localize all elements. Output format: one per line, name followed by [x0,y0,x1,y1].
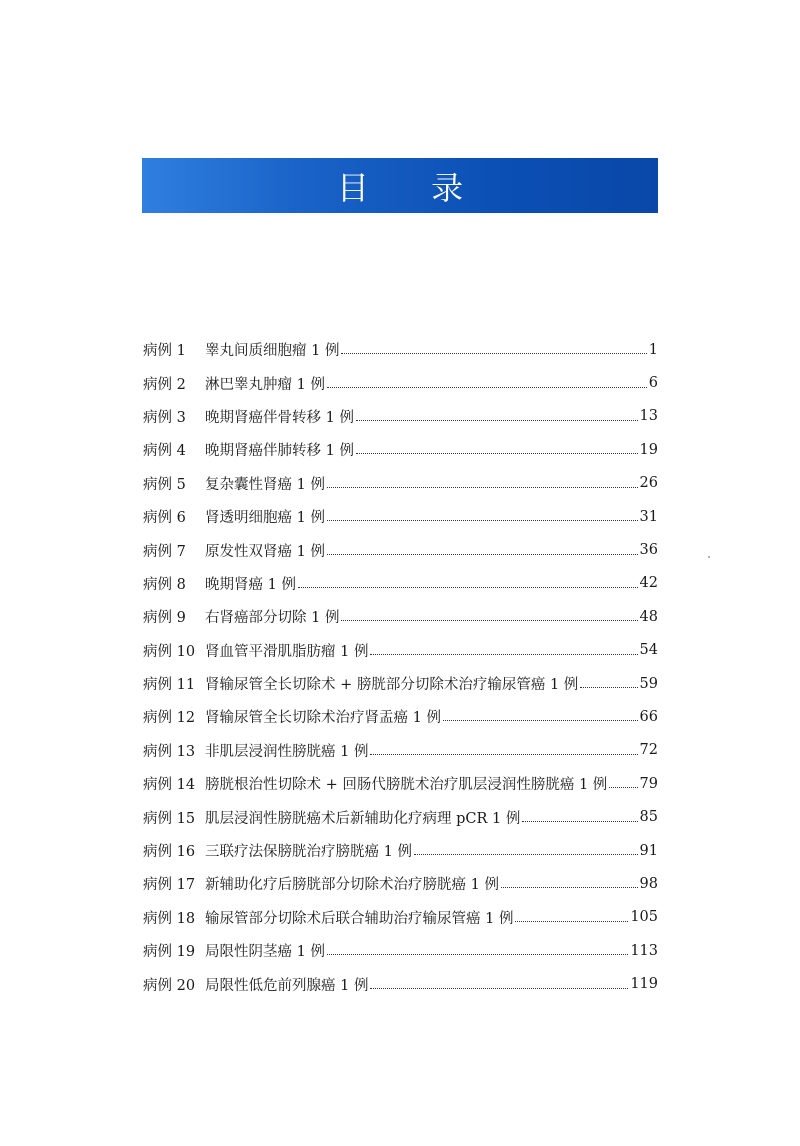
toc-page-number: 79 [639,775,658,792]
toc-entry[interactable] [143,533,658,566]
toc-case-number: 病例 18 [143,910,196,927]
toc-dot-leader [327,520,638,521]
toc-entry[interactable] [143,567,658,600]
toc-entry[interactable] [143,867,658,900]
toc-case-number: 病例 10 [143,643,196,660]
toc-case-title: 输尿管部分切除术后联合辅助治疗输尿管癌 1 例 [205,910,514,927]
toc-case-number: 病例 2 [143,376,186,393]
toc-page-number: 119 [630,976,658,993]
toc-case-number: 病例 17 [143,877,196,894]
toc-dot-leader [501,887,638,888]
toc-case-number: 病例 20 [143,977,196,994]
toc-case-number: 病例 6 [143,510,186,527]
toc-case-number: 病例 3 [143,409,186,426]
toc-page-number: 31 [639,508,658,525]
toc-case-number: 病例 15 [143,810,196,827]
toc-case-title: 膀胱根治性切除术 + 回肠代膀胱术治疗肌层浸润性膀胱癌 1 例 [205,777,608,794]
toc-page-number: 66 [639,708,658,725]
toc-case-title: 右肾癌部分切除 1 例 [205,610,340,627]
toc-case-number: 病例 14 [143,777,196,794]
toc-entry[interactable] [143,366,658,399]
toc-dot-leader [580,687,637,688]
toc-page-number: 54 [639,642,658,659]
toc-entry[interactable] [143,634,658,667]
toc-dot-leader [522,821,637,822]
toc-page-number: 1 [648,341,658,358]
toc-dot-leader [327,387,647,388]
toc-case-number: 病例 1 [143,343,186,360]
toc-dot-leader [443,720,638,721]
toc-case-title: 非肌层浸润性膀胱癌 1 例 [205,743,369,760]
toc-page-number: 91 [639,842,658,859]
toc-entry[interactable] [143,967,658,1000]
toc-page-number: 85 [639,809,658,826]
scan-speck [708,556,710,558]
toc-page-number: 72 [639,742,658,759]
toc-case-number: 病例 5 [143,476,186,493]
toc-case-title: 新辅助化疗后膀胱部分切除术治疗膀胱癌 1 例 [205,877,499,894]
toc-case-number: 病例 13 [143,743,196,760]
toc-entry[interactable] [143,734,658,767]
toc-dot-leader [356,453,638,454]
toc-entry[interactable] [143,400,658,433]
toc-page-number: 98 [639,875,658,892]
toc-dot-leader [341,620,637,621]
toc-case-number: 病例 11 [143,677,196,694]
toc-page-number: 48 [639,608,658,625]
toc-page-number: 42 [639,575,658,592]
toc-page-number: 59 [639,675,658,692]
toc-entry[interactable] [143,934,658,967]
toc-case-number: 病例 19 [143,944,196,961]
table-of-contents [143,333,658,1001]
toc-dot-leader [515,921,628,922]
toc-case-number: 病例 16 [143,844,196,861]
toc-case-title: 睾丸间质细胞瘤 1 例 [205,343,340,360]
toc-dot-leader [370,654,637,655]
toc-case-title: 三联疗法保膀胱治疗膀胱癌 1 例 [205,844,412,861]
toc-entry[interactable] [143,767,658,800]
toc-case-title: 复杂囊性肾癌 1 例 [205,476,325,493]
page-title: 目 录 [336,168,490,207]
toc-entry[interactable] [143,500,658,533]
toc-case-number: 病例 12 [143,710,196,727]
toc-dot-leader [414,854,638,855]
toc-case-title: 肾血管平滑肌脂肪瘤 1 例 [205,643,369,660]
toc-dot-leader [356,420,638,421]
toc-entry[interactable] [143,667,658,700]
toc-page-number: 36 [639,542,658,559]
toc-dot-leader [341,353,646,354]
toc-case-title: 局限性阴茎癌 1 例 [205,944,325,961]
toc-entry[interactable] [143,333,658,366]
toc-case-title: 原发性双肾癌 1 例 [205,543,325,560]
toc-case-title: 肌层浸润性膀胱癌术后新辅助化疗病理 pCR 1 例 [205,810,521,827]
toc-entry[interactable] [143,901,658,934]
toc-case-title: 晚期肾癌伴骨转移 1 例 [205,409,354,426]
toc-case-number: 病例 4 [143,443,186,460]
toc-entry[interactable] [143,600,658,633]
toc-page-number: 6 [648,375,658,392]
toc-case-title: 肾输尿管全长切除术治疗肾盂癌 1 例 [205,710,441,727]
toc-entry[interactable] [143,467,658,500]
toc-dot-leader [609,787,637,788]
toc-dot-leader [327,954,628,955]
toc-case-title: 肾透明细胞癌 1 例 [205,510,325,527]
toc-page-number: 19 [639,441,658,458]
toc-page-number: 113 [630,942,658,959]
toc-entry[interactable] [143,800,658,833]
toc-case-title: 晚期肾癌 1 例 [205,576,296,593]
toc-entry[interactable] [143,433,658,466]
toc-case-number: 病例 8 [143,576,186,593]
toc-case-title: 肾输尿管全长切除术 + 膀胱部分切除术治疗输尿管癌 1 例 [205,677,579,694]
toc-page-number: 105 [630,909,658,926]
toc-dot-leader [298,587,638,588]
toc-dot-leader [327,487,638,488]
toc-case-number: 病例 9 [143,610,186,627]
toc-case-number: 病例 7 [143,543,186,560]
toc-dot-leader [370,988,628,989]
toc-dot-leader [370,754,637,755]
toc-case-title: 淋巴睾丸肿瘤 1 例 [205,376,325,393]
toc-entry[interactable] [143,700,658,733]
toc-dot-leader [327,554,638,555]
toc-case-title: 局限性低危前列腺癌 1 例 [205,977,369,994]
toc-entry[interactable] [143,834,658,867]
toc-title-banner [142,158,658,213]
toc-case-title: 晚期肾癌伴肺转移 1 例 [205,443,354,460]
toc-page-number: 26 [639,475,658,492]
toc-page-number: 13 [639,408,658,425]
